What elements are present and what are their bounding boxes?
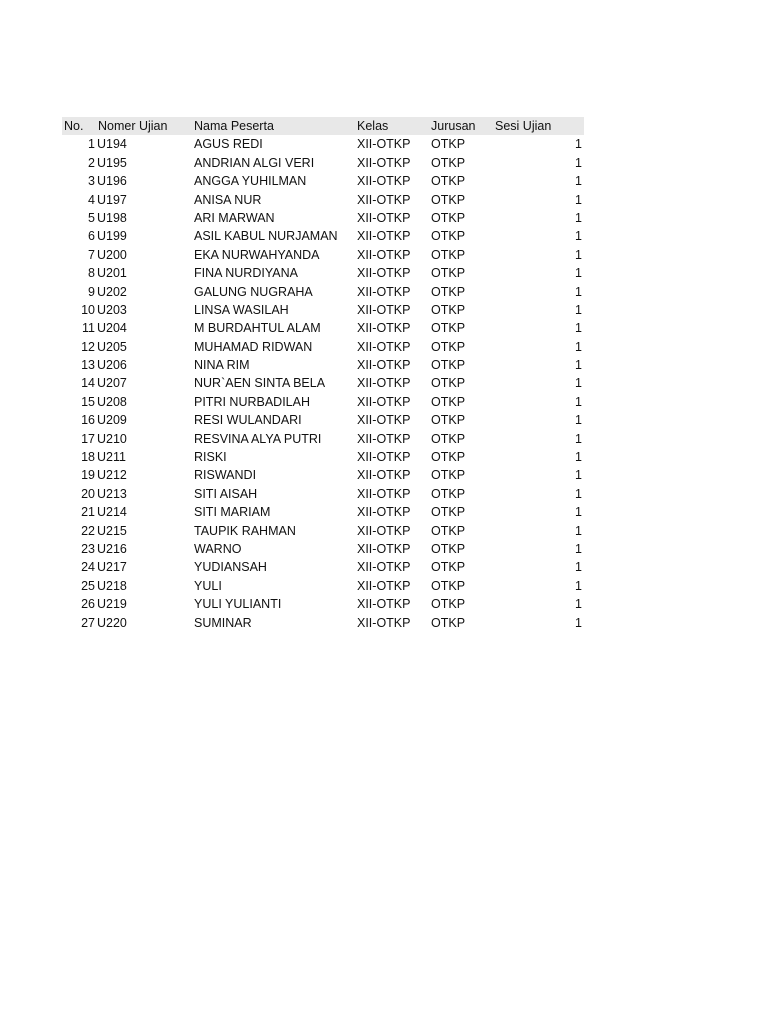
table-body [62, 135, 584, 632]
cell-no: 1 [88, 137, 95, 152]
cell-nama-peserta: ASIL KABUL NURJAMAN [194, 229, 338, 244]
cell-jurusan: OTKP [431, 450, 466, 465]
cell-kelas: XII-OTKP [357, 302, 411, 317]
cell-nomor-ujian: U219 [97, 597, 127, 612]
header-kelas: Kelas [357, 119, 389, 133]
cell-sesi-ujian: 1 [575, 321, 582, 336]
cell-jurusan: OTKP [431, 597, 466, 612]
cell-no: 17 [81, 431, 95, 446]
cell-nama-peserta: YUDIANSAH [194, 560, 267, 575]
cell-jurusan: OTKP [431, 505, 466, 520]
cell-nomor-ujian: U195 [97, 155, 127, 170]
cell-jurusan: OTKP [431, 376, 466, 391]
cell-sesi-ujian: 1 [575, 523, 582, 538]
cell-no: 9 [88, 284, 95, 299]
table-row [62, 503, 584, 521]
table-row [62, 191, 584, 209]
cell-nomor-ujian: U220 [97, 615, 127, 630]
cell-nomor-ujian: U208 [97, 394, 127, 409]
cell-sesi-ujian: 1 [575, 155, 582, 170]
table-row [62, 283, 584, 301]
cell-no: 7 [88, 247, 95, 262]
cell-jurusan: OTKP [431, 394, 466, 409]
cell-nama-peserta: PITRI NURBADILAH [194, 394, 310, 409]
cell-jurusan: OTKP [431, 431, 466, 446]
cell-kelas: XII-OTKP [357, 450, 411, 465]
cell-nomor-ujian: U199 [97, 229, 127, 244]
cell-sesi-ujian: 1 [575, 174, 582, 189]
table-row [62, 209, 584, 227]
cell-nomor-ujian: U196 [97, 174, 127, 189]
cell-kelas: XII-OTKP [357, 523, 411, 538]
cell-sesi-ujian: 1 [575, 247, 582, 262]
cell-sesi-ujian: 1 [575, 339, 582, 354]
cell-jurusan: OTKP [431, 284, 466, 299]
cell-kelas: XII-OTKP [357, 376, 411, 391]
cell-no: 20 [81, 486, 95, 501]
cell-nomor-ujian: U203 [97, 302, 127, 317]
cell-no: 24 [81, 560, 95, 575]
table-row [62, 246, 584, 264]
cell-jurusan: OTKP [431, 468, 466, 483]
cell-nomor-ujian: U211 [97, 450, 126, 465]
cell-sesi-ujian: 1 [575, 376, 582, 391]
cell-kelas: XII-OTKP [357, 174, 411, 189]
cell-no: 2 [88, 155, 95, 170]
table-row [62, 338, 584, 356]
table-row [62, 319, 584, 337]
participant-table [62, 117, 584, 632]
cell-no: 3 [88, 174, 95, 189]
cell-nama-peserta: YULI YULIANTI [194, 597, 282, 612]
cell-nama-peserta: EKA NURWAHYANDA [194, 247, 320, 262]
cell-no: 6 [88, 229, 95, 244]
cell-jurusan: OTKP [431, 229, 466, 244]
table-row [62, 540, 584, 558]
cell-jurusan: OTKP [431, 615, 466, 630]
cell-nomor-ujian: U206 [97, 358, 127, 373]
cell-jurusan: OTKP [431, 192, 466, 207]
table-row [62, 577, 584, 595]
cell-nomor-ujian: U194 [97, 137, 127, 152]
cell-no: 14 [81, 376, 95, 391]
cell-nama-peserta: RESVINA ALYA PUTRI [194, 431, 322, 446]
cell-jurusan: OTKP [431, 358, 466, 373]
cell-no: 4 [88, 192, 95, 207]
cell-kelas: XII-OTKP [357, 431, 411, 446]
cell-no: 12 [81, 339, 95, 354]
cell-nomor-ujian: U201 [97, 266, 127, 281]
cell-sesi-ujian: 1 [575, 450, 582, 465]
cell-no: 8 [88, 266, 95, 281]
cell-jurusan: OTKP [431, 321, 466, 336]
cell-sesi-ujian: 1 [575, 137, 582, 152]
cell-sesi-ujian: 1 [575, 302, 582, 317]
cell-jurusan: OTKP [431, 339, 466, 354]
table-row [62, 374, 584, 392]
cell-sesi-ujian: 1 [575, 560, 582, 575]
table-row [62, 485, 584, 503]
cell-sesi-ujian: 1 [575, 431, 582, 446]
cell-sesi-ujian: 1 [575, 266, 582, 281]
cell-sesi-ujian: 1 [575, 192, 582, 207]
cell-nama-peserta: NUR`AEN SINTA BELA [194, 376, 326, 391]
table-row [62, 135, 584, 153]
cell-kelas: XII-OTKP [357, 284, 411, 299]
cell-nomor-ujian: U204 [97, 321, 127, 336]
table-row [62, 393, 584, 411]
header-no: No. [64, 119, 84, 133]
cell-jurusan: OTKP [431, 560, 466, 575]
cell-no: 23 [81, 541, 95, 556]
cell-kelas: XII-OTKP [357, 560, 411, 575]
cell-nama-peserta: ANDRIAN ALGI VERI [194, 155, 315, 170]
cell-kelas: XII-OTKP [357, 394, 411, 409]
cell-no: 15 [81, 394, 95, 409]
table-row [62, 430, 584, 448]
cell-kelas: XII-OTKP [357, 578, 411, 593]
cell-no: 19 [81, 468, 95, 483]
cell-kelas: XII-OTKP [357, 137, 411, 152]
cell-sesi-ujian: 1 [575, 210, 582, 225]
cell-nomor-ujian: U198 [97, 210, 127, 225]
cell-jurusan: OTKP [431, 174, 466, 189]
cell-nomor-ujian: U214 [97, 505, 127, 520]
table-row [62, 614, 584, 632]
cell-sesi-ujian: 1 [575, 229, 582, 244]
cell-nomor-ujian: U207 [97, 376, 127, 391]
table-row [62, 301, 584, 319]
cell-nomor-ujian: U202 [97, 284, 127, 299]
table-row [62, 448, 584, 466]
cell-no: 10 [81, 302, 95, 317]
cell-nama-peserta: RESI WULANDARI [194, 413, 302, 428]
cell-jurusan: OTKP [431, 578, 466, 593]
cell-nomor-ujian: U209 [97, 413, 127, 428]
cell-nama-peserta: AGUS REDI [194, 137, 263, 152]
header-nomor-ujian: Nomer Ujian [98, 119, 168, 133]
table-row [62, 595, 584, 613]
cell-no: 13 [81, 358, 95, 373]
cell-kelas: XII-OTKP [357, 413, 411, 428]
cell-no: 27 [81, 615, 95, 630]
cell-nomor-ujian: U210 [97, 431, 127, 446]
table-row [62, 154, 584, 172]
cell-kelas: XII-OTKP [357, 247, 411, 262]
cell-sesi-ujian: 1 [575, 615, 582, 630]
cell-no: 11 [82, 321, 95, 336]
cell-no: 22 [81, 523, 95, 538]
table-row [62, 466, 584, 484]
cell-kelas: XII-OTKP [357, 597, 411, 612]
cell-nomor-ujian: U212 [97, 468, 127, 483]
cell-no: 25 [81, 578, 95, 593]
cell-kelas: XII-OTKP [357, 192, 411, 207]
cell-nama-peserta: SUMINAR [194, 615, 252, 630]
cell-kelas: XII-OTKP [357, 339, 411, 354]
table-header [62, 117, 584, 135]
cell-nama-peserta: LINSA WASILAH [194, 302, 289, 317]
cell-jurusan: OTKP [431, 155, 466, 170]
cell-no: 5 [88, 210, 95, 225]
header-sesi-ujian: Sesi Ujian [495, 119, 552, 133]
table-row [62, 522, 584, 540]
cell-sesi-ujian: 1 [575, 394, 582, 409]
cell-kelas: XII-OTKP [357, 505, 411, 520]
cell-nama-peserta: YULI [194, 578, 222, 593]
cell-nama-peserta: ANISA NUR [194, 192, 262, 207]
cell-jurusan: OTKP [431, 137, 466, 152]
cell-nomor-ujian: U197 [97, 192, 127, 207]
cell-nama-peserta: TAUPIK RAHMAN [194, 523, 296, 538]
cell-kelas: XII-OTKP [357, 210, 411, 225]
cell-kelas: XII-OTKP [357, 468, 411, 483]
cell-jurusan: OTKP [431, 210, 466, 225]
table-row [62, 356, 584, 374]
cell-no: 21 [81, 505, 95, 520]
cell-sesi-ujian: 1 [575, 505, 582, 520]
cell-sesi-ujian: 1 [575, 597, 582, 612]
cell-kelas: XII-OTKP [357, 155, 411, 170]
cell-jurusan: OTKP [431, 247, 466, 262]
cell-jurusan: OTKP [431, 541, 466, 556]
cell-nama-peserta: ARI MARWAN [194, 210, 275, 225]
cell-jurusan: OTKP [431, 486, 466, 501]
cell-nomor-ujian: U205 [97, 339, 127, 354]
cell-sesi-ujian: 1 [575, 486, 582, 501]
cell-jurusan: OTKP [431, 413, 466, 428]
table-row [62, 172, 584, 190]
cell-kelas: XII-OTKP [357, 541, 411, 556]
cell-kelas: XII-OTKP [357, 486, 411, 501]
cell-nomor-ujian: U200 [97, 247, 127, 262]
cell-nama-peserta: FINA NURDIYANA [194, 266, 298, 281]
cell-sesi-ujian: 1 [575, 541, 582, 556]
cell-nomor-ujian: U217 [97, 560, 127, 575]
cell-nama-peserta: GALUNG NUGRAHA [194, 284, 313, 299]
cell-jurusan: OTKP [431, 302, 466, 317]
cell-nomor-ujian: U215 [97, 523, 127, 538]
cell-nama-peserta: WARNO [194, 541, 242, 556]
cell-nama-peserta: RISWANDI [194, 468, 257, 483]
cell-kelas: XII-OTKP [357, 615, 411, 630]
cell-nama-peserta: M BURDAHTUL ALAM [194, 321, 321, 336]
cell-nama-peserta: MUHAMAD RIDWAN [194, 339, 313, 354]
cell-no: 16 [81, 413, 95, 428]
cell-sesi-ujian: 1 [575, 468, 582, 483]
cell-nama-peserta: ANGGA YUHILMAN [194, 174, 307, 189]
cell-kelas: XII-OTKP [357, 266, 411, 281]
cell-nama-peserta: NINA RIM [194, 358, 250, 373]
table-row [62, 558, 584, 576]
header-jurusan: Jurusan [431, 119, 476, 133]
cell-nomor-ujian: U218 [97, 578, 127, 593]
cell-sesi-ujian: 1 [575, 358, 582, 373]
table-row [62, 411, 584, 429]
cell-kelas: XII-OTKP [357, 229, 411, 244]
cell-jurusan: OTKP [431, 266, 466, 281]
cell-sesi-ujian: 1 [575, 578, 582, 593]
cell-no: 18 [81, 450, 95, 465]
table-row [62, 264, 584, 282]
cell-sesi-ujian: 1 [575, 284, 582, 299]
cell-no: 26 [81, 597, 95, 612]
table-row [62, 227, 584, 245]
cell-kelas: XII-OTKP [357, 358, 411, 373]
cell-nama-peserta: RISKI [194, 450, 227, 465]
cell-sesi-ujian: 1 [575, 413, 582, 428]
cell-nama-peserta: SITI MARIAM [194, 505, 271, 520]
cell-nomor-ujian: U216 [97, 541, 127, 556]
header-nama-peserta: Nama Peserta [194, 119, 274, 133]
cell-kelas: XII-OTKP [357, 321, 411, 336]
cell-jurusan: OTKP [431, 523, 466, 538]
cell-nomor-ujian: U213 [97, 486, 127, 501]
cell-nama-peserta: SITI AISAH [194, 486, 258, 501]
